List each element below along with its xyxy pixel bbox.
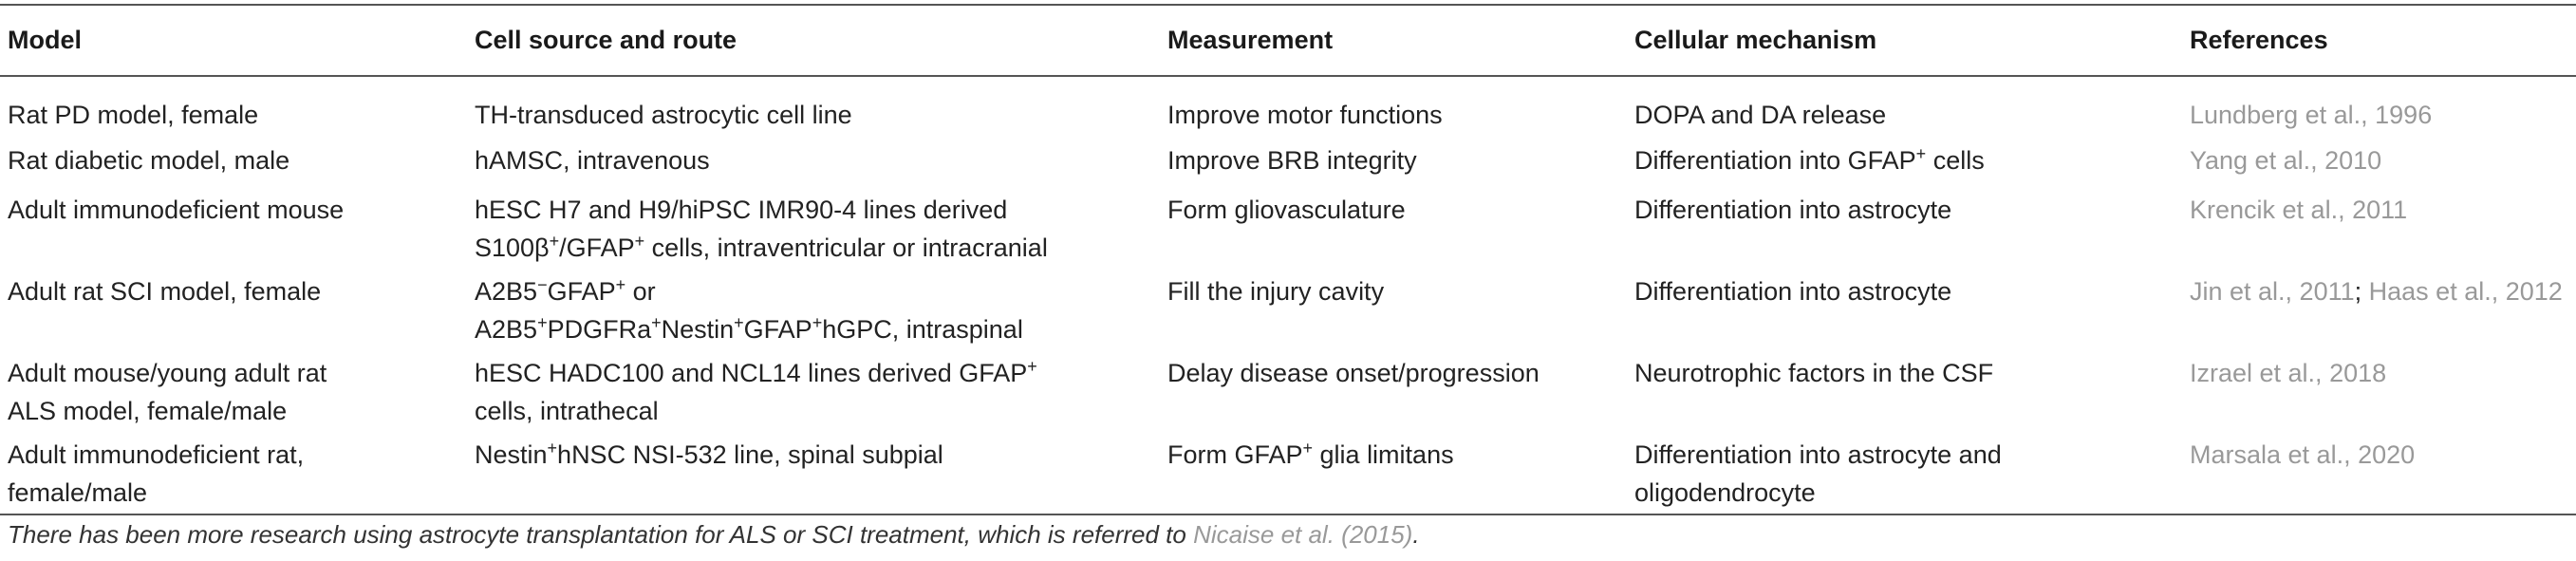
reference-link[interactable]: Marsala et al., 2020 — [2182, 432, 2576, 514]
source-text: or — [625, 277, 656, 306]
source-text: S100β — [475, 234, 550, 262]
source-text: hESC HADC100 and NCL14 lines derived GFAP — [475, 359, 1028, 387]
table-row — [0, 350, 2576, 432]
cell-measurement: Improve motor functions — [1167, 101, 1443, 129]
cell-mechanism: Differentiation into astrocyte — [1634, 277, 1952, 306]
superscript: + — [1915, 144, 1927, 163]
header-row — [0, 5, 2576, 76]
table-row — [0, 432, 2576, 514]
model-text: Adult mouse/young adult rat — [8, 359, 327, 387]
superscript: + — [615, 275, 626, 294]
source-text: Nestin — [661, 315, 735, 344]
reference-link[interactable]: Yang et al., 2010 — [2190, 146, 2382, 175]
table-row — [0, 269, 2576, 350]
model-text: ALS model, female/male — [8, 397, 288, 425]
cell-model: Adult immunodeficient mouse — [8, 196, 345, 224]
superscript: + — [634, 232, 645, 251]
cell-source: TH-transduced astrocytic cell line — [475, 101, 852, 129]
header-model: Model — [0, 5, 467, 76]
cell-mechanism — [1627, 432, 2182, 514]
cell-mechanism — [1627, 138, 2182, 187]
superscript: + — [812, 313, 823, 332]
source-text: cells, intrathecal — [475, 397, 659, 425]
cell-model: Rat diabetic model, male — [8, 146, 290, 175]
superscript: − — [537, 275, 548, 294]
source-text: A2B5 — [475, 315, 538, 344]
superscript: + — [1027, 357, 1037, 376]
source-text: A2B5 — [475, 277, 538, 306]
measurement-text: glia limitans — [1313, 440, 1454, 469]
source-text: Nestin — [475, 440, 548, 469]
superscript: + — [549, 232, 560, 251]
cell-source — [467, 187, 1160, 269]
header-mechanism: Cellular mechanism — [1627, 5, 2182, 76]
source-text: hGPC, intraspinal — [822, 315, 1023, 344]
footnote-text: There has been more research using astrocyte transplantation for ALS or SCI treatment, which is referred to — [8, 520, 1194, 549]
model-text: Adult immunodeficient rat, — [8, 440, 305, 469]
cell-references — [2182, 269, 2576, 350]
mechanism-text: cells — [1926, 146, 1985, 175]
source-text: GFAP — [547, 277, 616, 306]
cell-mechanism: Neurotrophic factors in the CSF — [1634, 359, 1994, 387]
table-footnote — [8, 520, 1420, 550]
cell-model: Adult rat SCI model, female — [8, 277, 322, 306]
model-text: female/male — [8, 478, 148, 507]
footnote-reference-link[interactable]: Nicaise et al. (2015) — [1193, 520, 1413, 549]
superscript: + — [537, 313, 548, 332]
cell-model: Rat PD model, female — [8, 101, 259, 129]
reference-link[interactable]: Jin et al., 2011 — [2190, 277, 2355, 306]
superscript: + — [734, 313, 744, 332]
cell-measurement — [1160, 432, 1627, 514]
cell-model — [0, 432, 467, 514]
mechanism-text: Differentiation into astrocyte and — [1634, 440, 2002, 469]
header-cell-source: Cell source and route — [467, 5, 1160, 76]
superscript: + — [651, 313, 662, 332]
source-text: cells, intraventricular or intracranial — [644, 234, 1048, 262]
reference-link[interactable]: Haas et al., 2012 — [2368, 277, 2563, 306]
reference-link[interactable]: Lundberg et al., 1996 — [2190, 101, 2433, 129]
cell-source — [467, 432, 1160, 514]
cell-mechanism: Differentiation into astrocyte — [1634, 196, 1952, 224]
table-row — [0, 138, 2576, 187]
cell-measurement: Improve BRB integrity — [1167, 146, 1417, 175]
cell-measurement: Fill the injury cavity — [1167, 277, 1385, 306]
reference-link[interactable]: Izrael et al., 2018 — [2190, 359, 2387, 387]
source-text: PDGFRa — [547, 315, 652, 344]
header-references: References — [2182, 5, 2576, 76]
cell-source — [467, 269, 1160, 350]
cell-source: hAMSC, intravenous — [475, 146, 710, 175]
reference-separator: ; — [2354, 277, 2369, 306]
cell-model — [0, 350, 467, 432]
source-text: GFAP — [743, 315, 812, 344]
table-row — [0, 187, 2576, 269]
source-text: /GFAP — [559, 234, 635, 262]
astrocyte-transplant-table — [0, 4, 2576, 515]
reference-link[interactable]: Krencik et al., 2011 — [2190, 196, 2408, 224]
mechanism-text: oligodendrocyte — [1634, 478, 1816, 507]
measurement-text: Form GFAP — [1167, 440, 1303, 469]
header-measurement: Measurement — [1160, 5, 1627, 76]
cell-measurement: Form gliovasculature — [1167, 196, 1406, 224]
cell-measurement: Delay disease onset/progression — [1167, 359, 1540, 387]
superscript: + — [547, 439, 558, 458]
table-row — [0, 76, 2576, 138]
cell-source — [467, 350, 1160, 432]
mechanism-text: Differentiation into GFAP — [1634, 146, 1916, 175]
source-text: hNSC NSI-532 line, spinal subpial — [557, 440, 943, 469]
footnote-end: . — [1412, 520, 1420, 549]
cell-mechanism: DOPA and DA release — [1634, 101, 1887, 129]
source-text: hESC H7 and H9/hiPSC IMR90-4 lines derived — [475, 196, 1008, 224]
superscript: + — [1302, 439, 1314, 458]
